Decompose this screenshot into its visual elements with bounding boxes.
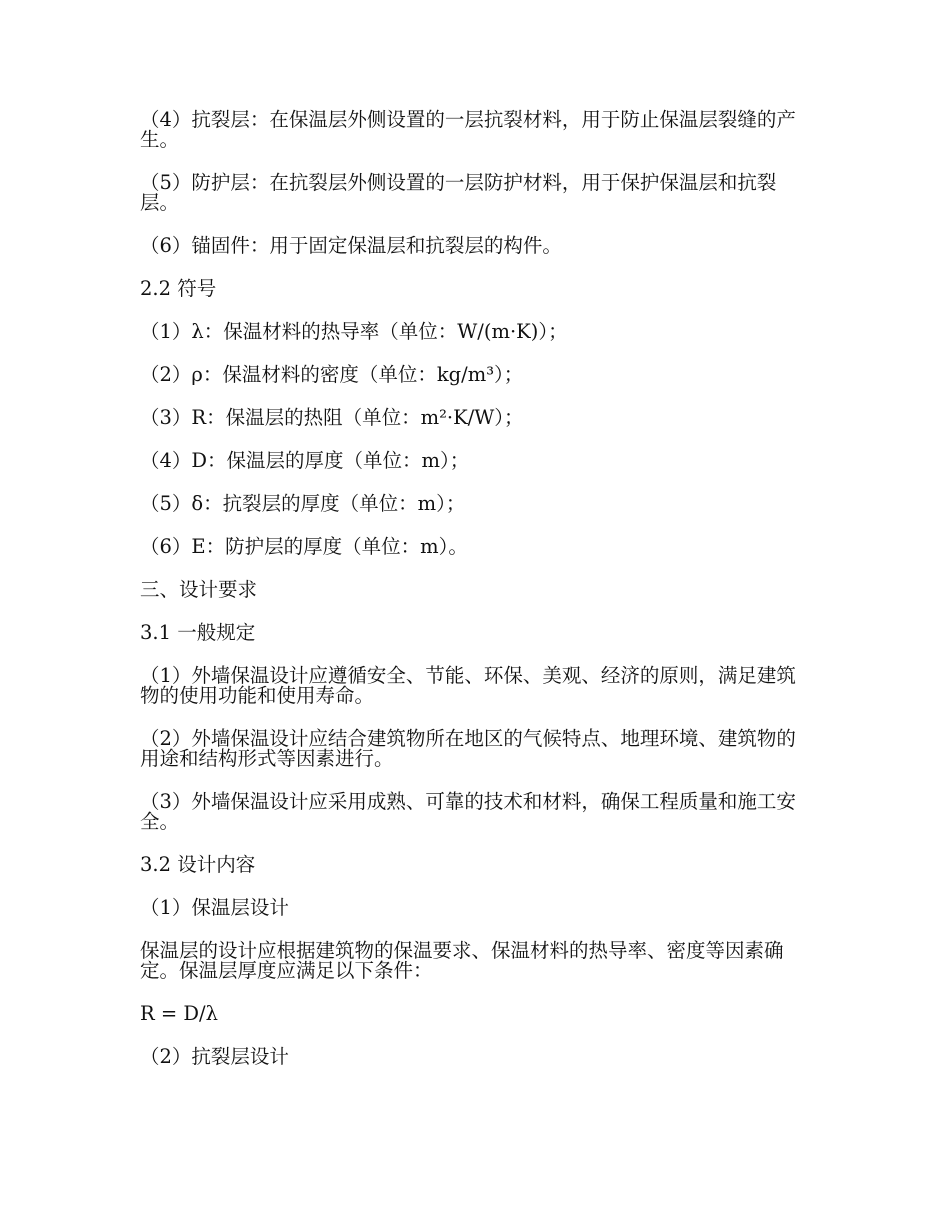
- insulation-layer-description: 保温层的设计应根据建筑物的保温要求、保温材料的热导率、密度等因素确定。保温层厚度应满足以下条件：: [140, 939, 784, 982]
- symbol-d: （4）D：保温层的厚度（单位：m）；: [140, 449, 470, 472]
- definition-anchor: （6）锚固件：用于固定保温层和抗裂层的构件。: [140, 234, 562, 257]
- subheading-crack-resistant-layer-design: （2）抗裂层设计: [140, 1045, 289, 1068]
- chapter-heading-design-requirements: 三、设计要求: [140, 578, 258, 601]
- document-page: [140, 110, 810, 1090]
- symbol-r: （3）R：保温层的热阻（单位：m²·K/W）；: [140, 406, 524, 429]
- section-heading-symbols: 2.2 符号: [140, 277, 217, 300]
- general-provision-1: （1）外墙保温设计应遵循安全、节能、环保、美观、经济的原则，满足建筑物的使用功能和使用寿命。: [140, 664, 796, 707]
- section-heading-general-provisions: 3.1 一般规定: [140, 621, 256, 644]
- subheading-insulation-layer-design: （1）保温层设计: [140, 896, 289, 919]
- definition-protective-layer: （5）防护层：在抗裂层外侧设置的一层防护材料，用于保护保温层和抗裂层。: [140, 171, 777, 214]
- definition-crack-resistant-layer: （4）抗裂层：在保温层外侧设置的一层抗裂材料，用于防止保温层裂缝的产生。: [140, 108, 796, 151]
- thermal-resistance-formula: R = D/λ: [140, 1002, 218, 1025]
- symbol-e: （6）E：防护层的厚度（单位：m）。: [140, 535, 468, 558]
- symbol-delta: （5）δ：抗裂层的厚度（单位：m）；: [140, 492, 466, 515]
- section-heading-design-content: 3.2 设计内容: [140, 853, 256, 876]
- symbol-lambda: （1）λ：保温材料的热导率（单位：W/(m·K)）；: [140, 320, 568, 343]
- general-provision-3: （3）外墙保温设计应采用成熟、可靠的技术和材料，确保工程质量和施工安全。: [140, 790, 796, 833]
- symbol-rho: （2）ρ：保温材料的密度（单位：kg/m³）；: [140, 363, 524, 386]
- general-provision-2: （2）外墙保温设计应结合建筑物所在地区的气候特点、地理环境、建筑物的用途和结构形式等因素进行。: [140, 727, 796, 770]
